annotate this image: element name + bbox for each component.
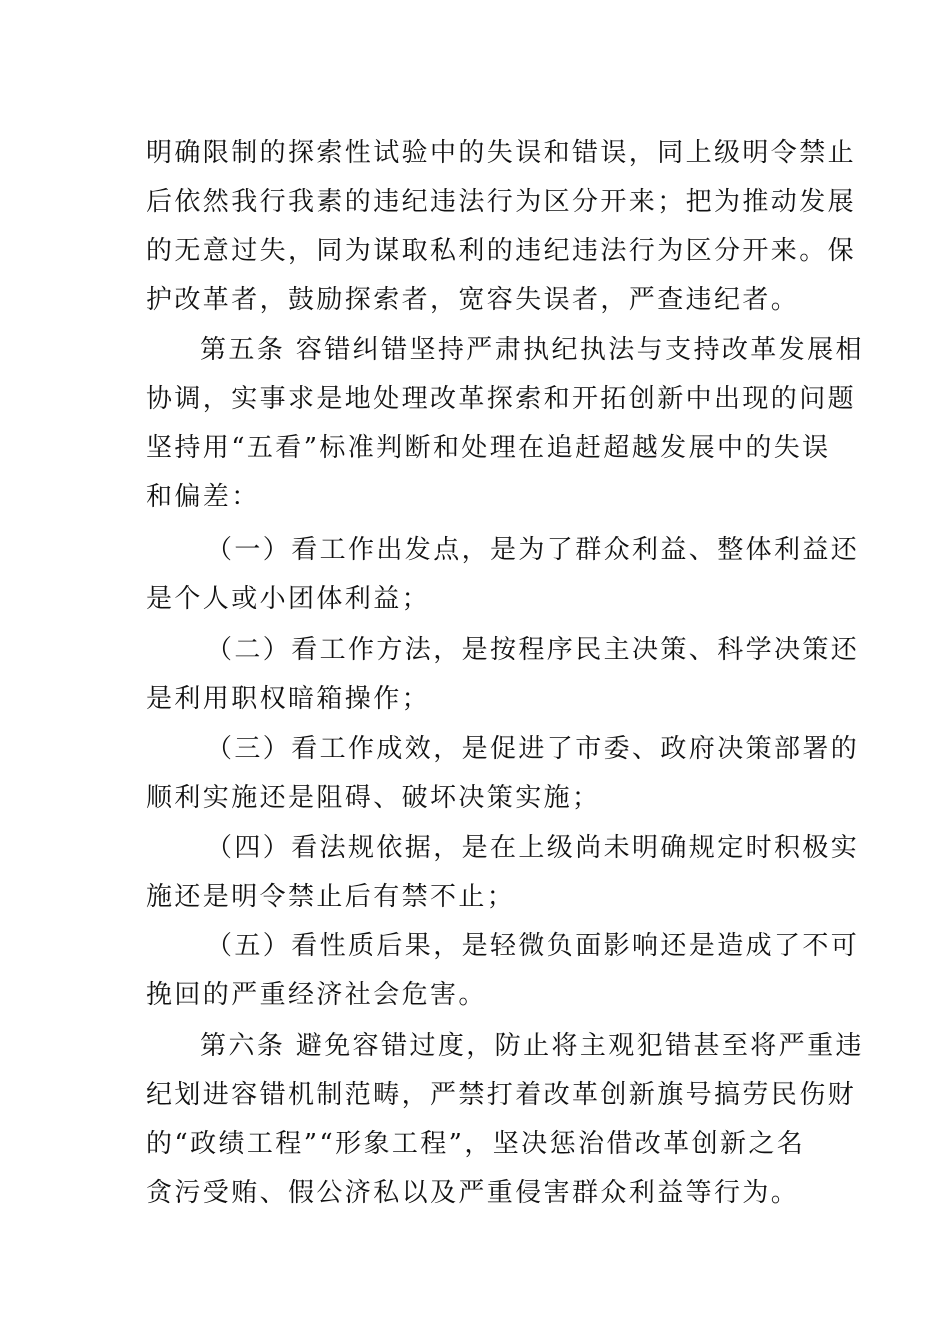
- text-line: 护改革者，鼓励探索者，宽容失误者，严查违纪者。: [146, 285, 800, 315]
- text-line: 施还是明令禁止后有禁不止；: [146, 882, 516, 912]
- text-line: 明确限制的探索性试验中的失误和错误，同上级明令禁止: [146, 138, 857, 168]
- text-line: 顺利实施还是阻碍、破坏决策实施；: [146, 783, 601, 813]
- text-line: 挽回的严重经济社会危害。: [146, 980, 487, 1010]
- text-line: 坚持用“五看”标准判断和处理在追赶超越发展中的失误: [146, 433, 831, 463]
- criterion-1-line: （一）看工作出发点，是为了群众利益、整体利益还: [206, 535, 860, 565]
- text-line: 后依然我行我素的违纪违法行为区分开来；把为推动发展: [146, 187, 857, 217]
- text-line: 是个人或小团体利益；: [146, 584, 431, 614]
- text-line: 纪划进容错机制范畴，严禁打着改革创新旗号搞劳民伤财: [146, 1080, 857, 1110]
- criterion-4-line: （四）看法规依据，是在上级尚未明确规定时积极实: [206, 833, 860, 863]
- text-line: 的“政绩工程”“形象工程”，坚决惩治借改革创新之名: [146, 1129, 806, 1159]
- criterion-3-line: （三）看工作成效，是促进了市委、政府决策部署的: [206, 734, 860, 764]
- text-line: 的无意过失，同为谋取私利的违纪违法行为区分开来。保: [146, 236, 857, 266]
- text-line: 和偏差：: [146, 482, 260, 512]
- article-6-heading-line: 第六条 避免容错过度，防止将主观犯错甚至将严重违: [200, 1031, 864, 1061]
- criterion-5-line: （五）看性质后果，是轻微负面影响还是造成了不可: [206, 931, 860, 961]
- text-line: 贪污受贿、假公济私以及严重侵害群众利益等行为。: [146, 1178, 800, 1208]
- criterion-2-line: （二）看工作方法，是按程序民主决策、科学决策还: [206, 635, 860, 665]
- text-line: 协调，实事求是地处理改革探索和开拓创新中出现的问题: [146, 384, 857, 414]
- article-5-heading-line: 第五条 容错纠错坚持严肃执纪执法与支持改革发展相: [200, 335, 864, 365]
- text-line: 是利用职权暗箱操作；: [146, 684, 431, 714]
